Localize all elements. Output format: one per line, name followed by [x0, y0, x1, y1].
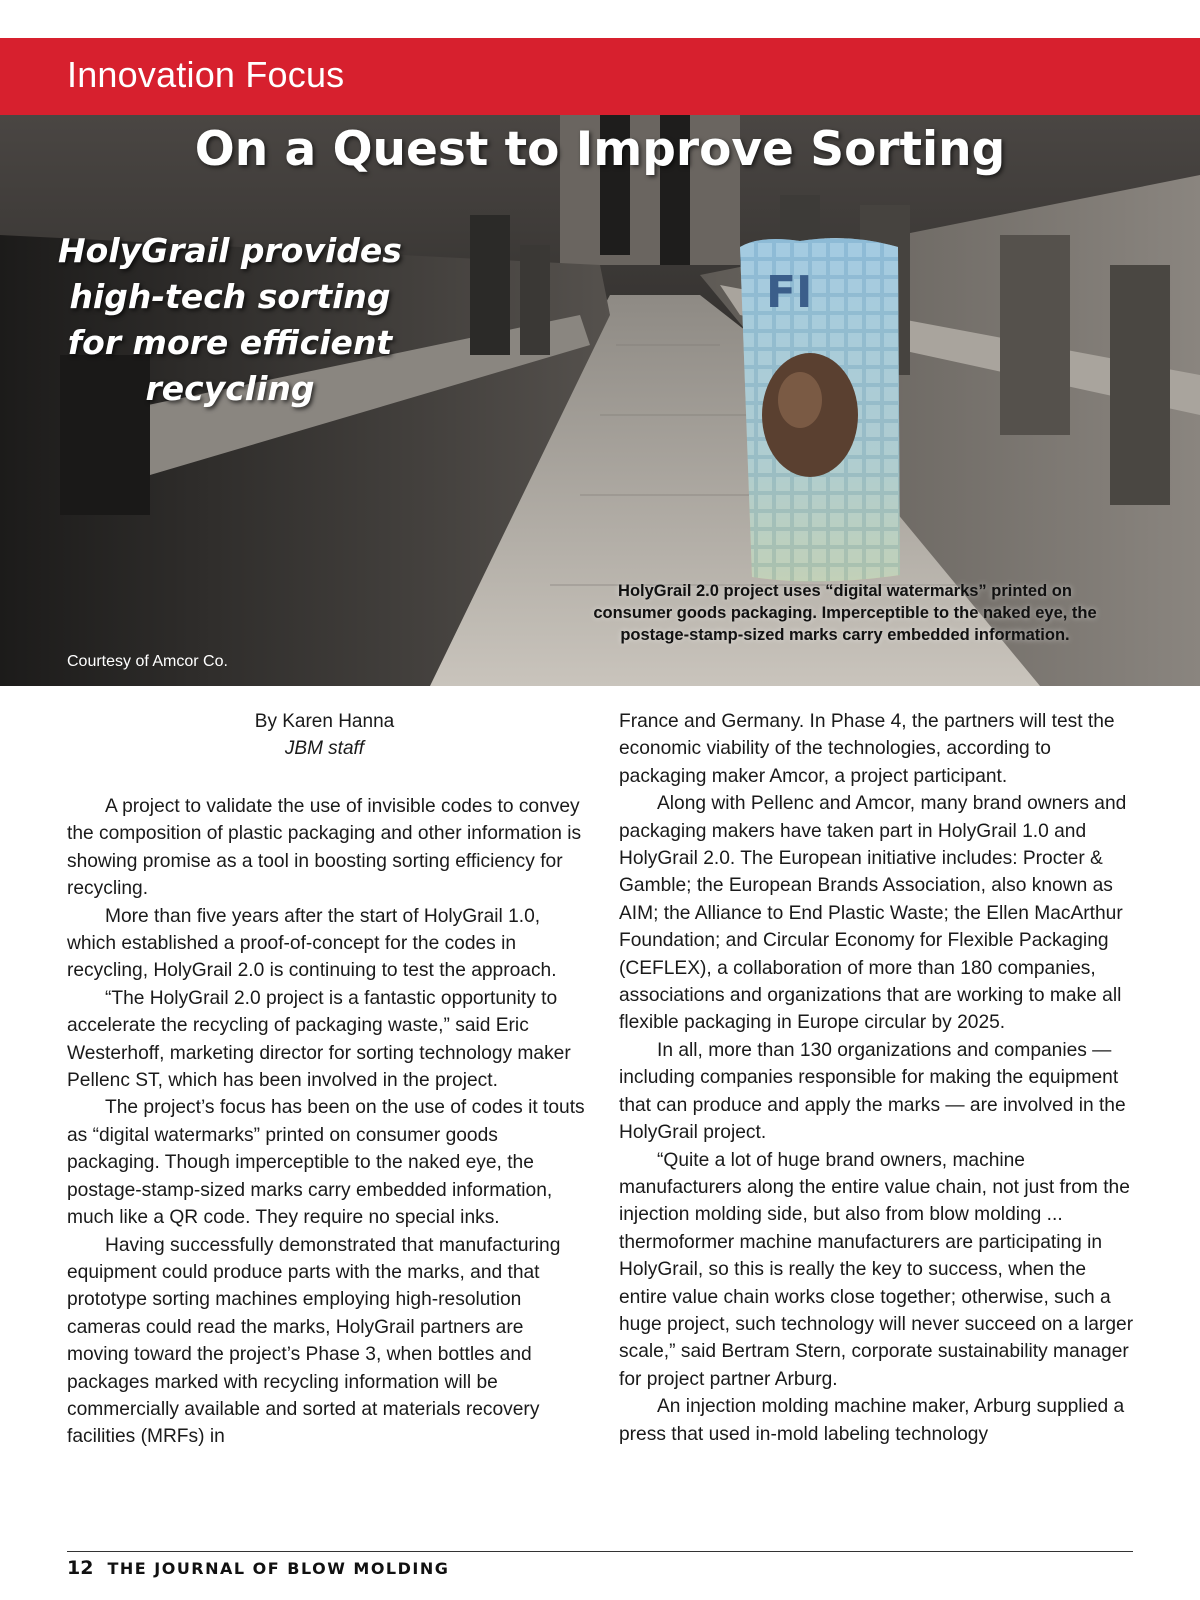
paragraph: Along with Pellenc and Amcor, many brand owners and packaging makers have taken part in HolyGrail 1.0 and HolyGrail 2.0. The European initiative includes: Procter & Gamble; the European Brands Association, also known as AIM; the Alliance to End Plastic Waste; the Ellen MacArthur Foundation; and Circular Economy for Flexible Packaging (CEFLEX), a collaboration of more than 180 companies, associations and organizations that are working to make all flexible packaging in Europe circular by 2025.: [619, 793, 1127, 1034]
footer-rule: [67, 1551, 1133, 1552]
right-column: [619, 708, 1139, 1448]
publication-name: THE JOURNAL OF BLOW MOLDING: [107, 1559, 450, 1578]
paragraph: An injection molding machine maker, Arburg supplied a press that used in-mold labeling technology: [619, 1396, 1125, 1445]
left-column: [67, 793, 587, 1451]
page-footer: [67, 1557, 449, 1579]
paragraph: In all, more than 130 organizations and companies — including companies responsible for making the equipment that can produce and apply the marks — are involved in the HolyGrail project.: [619, 1039, 1126, 1144]
photo-credit: Courtesy of Amcor Co.: [67, 653, 228, 670]
photo-caption: HolyGrail 2.0 project uses “digital watermarks” printed on consumer goods packaging. Imperceptible to the naked eye, the postage-stamp-sized marks carry embedded information.: [593, 582, 1097, 644]
page-number: 12: [67, 1557, 94, 1579]
byline: [67, 708, 582, 762]
paragraph: “Quite a lot of huge brand owners, machine manufacturers along the entire value chain, not just from the injection molding side, but also from blow molding ... thermoformer machine manufacturers are participating in HolyGrail, so this is really the key to success, when the entire value chain works close together; otherwise, such a huge project, such technology will never succeed on a larger scale,” said Bertram Stern, corporate sustainability manager for project partner Arburg.: [619, 1149, 1134, 1390]
paragraph: Having successfully demonstrated that manufacturing equipment could produce parts with the marks, and that prototype sorting machines employing high-resolution cameras could read the marks, HolyGrail partners are moving toward the project’s Phase 3, when bottles and packages marked with recycling information will be commercially available and sorted at materials recovery facilities (MRFs) in: [67, 1234, 561, 1448]
byline-author: By Karen Hanna: [254, 711, 395, 732]
pouch-product-image: [740, 238, 900, 581]
pouch-label: FI: [766, 267, 813, 318]
paragraph: France and Germany. In Phase 4, the partners will test the economic viability of the technologies, according to packaging maker Amcor, a project participant.: [619, 711, 1115, 787]
paragraph: The project’s focus has been on the use of codes it touts as “digital watermarks” printed on consumer goods packaging. Though imperceptible to the naked eye, the postage-stamp-sized marks carry embedded information, much like a QR code. They require no special inks.: [67, 1097, 585, 1229]
byline-role: JBM staff: [284, 738, 365, 759]
article-subhead: HolyGrail provides high-tech sorting for more efficient recycling: [58, 231, 402, 408]
section-title: Innovation Focus: [67, 54, 345, 95]
paragraph: More than five years after the start of HolyGrail 1.0, which established a proof-of-concept for the codes in recycling, HolyGrail 2.0 is continuing to test the approach.: [67, 905, 557, 982]
paragraph: A project to validate the use of invisible codes to convey the composition of plastic packaging and other information is showing promise as a tool in boosting sorting efficiency for recycling.: [67, 796, 582, 900]
article-headline: On a Quest to Improve Sorting: [194, 122, 1006, 177]
paragraph: “The HolyGrail 2.0 project is a fantastic opportunity to accelerate the recycling of packaging waste,” said Eric Westerhoff, marketing director for sorting technology maker Pellenc ST, which has been involved in the project.: [67, 987, 571, 1092]
